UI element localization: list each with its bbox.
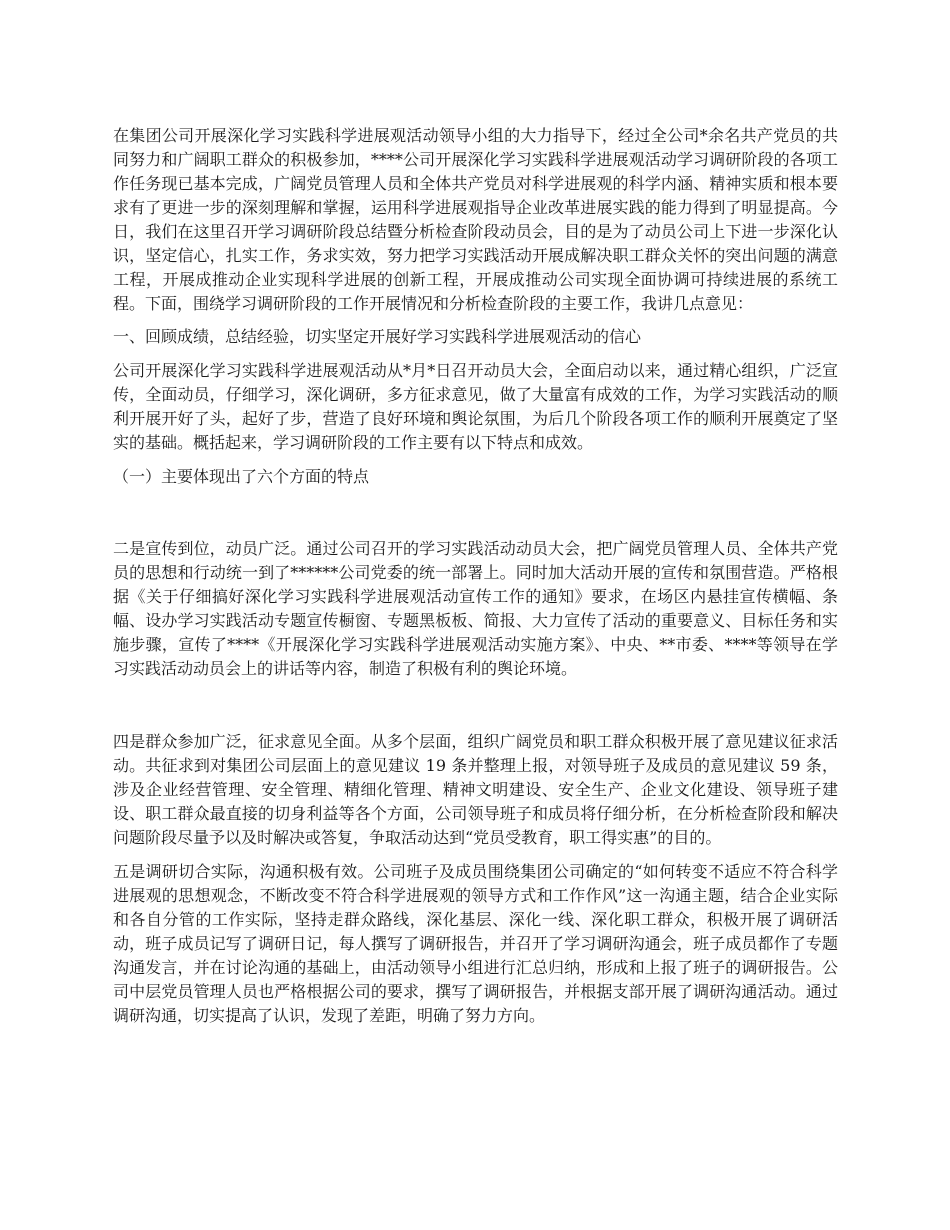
- section-heading-one: 一、回顾成绩，总结经验，切实坚定开展好学习实践科学进展观活动的信心: [113, 327, 642, 346]
- point-five-paragraph: 五是调研切合实际，沟通积极有效。公司班子及成员围绕集团公司确定的“如何转变不适应不符合科学进展观的思想观念，不断改变不符合科学进展观的领导方式和工作作风”这一沟通主题，结合企业实际和各自分管的工作实际，坚持走群众路线，深化基层、深化一线、深化职工群众，积极开展了调研活动，班子成员记写了调研日记，每人撰写了调研报告，并召开了学习调研沟通会，班子成员都作了专题沟通发言，并在讨论沟通的基础上，由活动领导小组进行汇总归纳，形成和上报了班子的调研报告。公司中层党员管理人员也严格根据公司的要求，撰写了调研报告，并根据支部开展了调研沟通活动。通过调研沟通，切实提高了认识，发现了差距，明确了努力方向。: [113, 862, 838, 1025]
- document-body: [113, 124, 838, 1028]
- blank-spacer: [113, 681, 838, 730]
- overview-paragraph: 公司开展深化学习实践科学进展观活动从*月*日召开动员大会，全面启动以来，通过精心组织，广泛宣传，全面动员，仔细学习，深化调研，多方征求意见，做了大量富有成效的工作，为学习实践活动的顺利开展开好了头，起好了步，营造了良好环境和舆论氛围，为后几个阶段各项工作的顺利开展奠定了坚实的基础。概括起来，学习调研阶段的工作主要有以下特点和成效。: [113, 361, 838, 452]
- intro-paragraph: 在集团公司开展深化学习实践科学进展观活动领导小组的大力指导下，经过全公司*余名共产党员的共同努力和广阔职工群众的积极参加，****公司开展深化学习实践科学进展观活动学习调研阶段的各项工作任务现已基本完成，广阔党员管理人员和全体共产党员对科学进展观的科学内涵、精神实质和根本要求有了更进一步的深刻理解和掌握，运用科学进展观指导企业改革进展实践的能力得到了明显提高。今日，我们在这里召开学习调研阶段总结暨分析检查阶段动员会，目的是为了动员公司上下进一步深化认识，坚定信心，扎实工作，务求实效，努力把学习实践活动开展成解决职工群众关怀的突出问题的满意工程，开展成推动企业实现科学进展的创新工程，开展成推动公司实现全面协调可持续进展的系统工程。下面，围绕学习调研阶段的工作开展情况和分析检查阶段的主要工作，我讲几点意见：: [113, 126, 838, 313]
- point-four-paragraph: 四是群众参加广泛，征求意见全面。从多个层面，组织广阔党员和职工群众积极开展了意见建议征求活动。共征求到对集团公司层面上的意见建议 19 条并整理上报，对领导班子及成员的意见建议 59 条，涉及企业经营管理、安全管理、精细化管理、精神文明建设、安全生产、企业文化建设、领导班子建设、职工群众最直接的切身利益等各个方面，公司领导班子和成员将仔细分析，在分析检查阶段和解决问题阶段尽量予以及时解决或答复，争取活动达到“党员受教育，职工得实惠”的目的。: [113, 732, 838, 847]
- sub-heading-six-features: （一）主要体现出了六个方面的特点: [113, 467, 370, 486]
- point-two-paragraph: 二是宣传到位，动员广泛。通过公司召开的学习实践活动动员大会，把广阔党员管理人员、全体共产党员的思想和行动统一到了******公司党委的统一部署上。同时加大活动开展的宣传和氛围营造。严格根据《关于仔细搞好深化学习实践科学进展观活动宣传工作的通知》要求，在场区内悬挂宣传横幅、条幅、设办学习实践活动专题宣传橱窗、专题黑板板、简报、大力宣传了活动的重要意义、目标任务和实施步骤，宣传了****《开展深化学习实践科学进展观活动实施方案》、中央、**市委、****等领导在学习实践活动动员会上的讲话等内容，制造了积极有利的舆论环境。: [113, 539, 838, 678]
- blank-spacer: [113, 489, 838, 537]
